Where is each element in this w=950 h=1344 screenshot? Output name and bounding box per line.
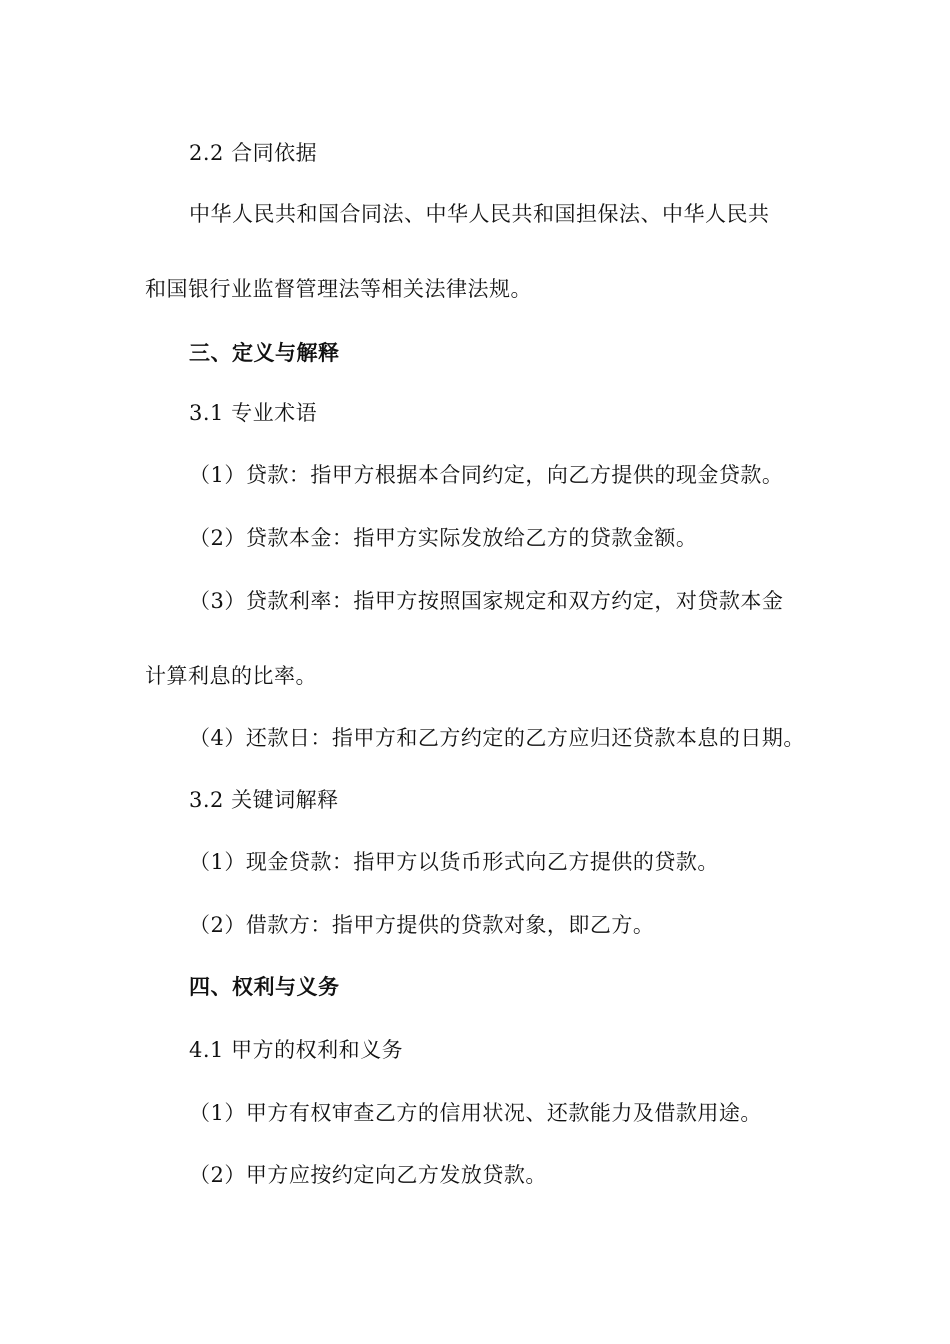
section-3-2-heading: 3.2 关键词解释 xyxy=(189,788,339,812)
section-4-1-heading: 4.1 甲方的权利和义务 xyxy=(189,1038,404,1062)
section-2-2-body-line-1: 中华人民共和国合同法、中华人民共和国担保法、中华人民共 xyxy=(189,202,770,226)
term-loan: （1）贷款：指甲方根据本合同约定，向乙方提供的现金贷款。 xyxy=(189,463,784,487)
section-3-heading: 三、定义与解释 xyxy=(189,341,340,365)
term-principal: （2）贷款本金：指甲方实际发放给乙方的贷款金额。 xyxy=(189,526,698,550)
party-a-right-review: （1）甲方有权审查乙方的信用状况、还款能力及借款用途。 xyxy=(189,1101,762,1125)
section-4-heading: 四、权利与义务 xyxy=(189,975,340,999)
section-2-2-body-line-2: 和国银行业监督管理法等相关法律法规。 xyxy=(145,277,532,301)
section-2-2-heading: 2.2 合同依据 xyxy=(189,141,318,165)
section-3-1-heading: 3.1 专业术语 xyxy=(189,401,318,425)
term-repayment-date: （4）还款日：指甲方和乙方约定的乙方应归还贷款本息的日期。 xyxy=(189,726,805,750)
term-interest-rate-line-2: 计算利息的比率。 xyxy=(145,664,317,688)
keyword-borrower: （2）借款方：指甲方提供的贷款对象，即乙方。 xyxy=(189,913,655,937)
party-a-duty-disburse: （2）甲方应按约定向乙方发放贷款。 xyxy=(189,1163,547,1187)
keyword-cash-loan: （1）现金贷款：指甲方以货币形式向乙方提供的贷款。 xyxy=(189,850,719,874)
term-interest-rate-line-1: （3）贷款利率：指甲方按照国家规定和双方约定，对贷款本金 xyxy=(189,589,784,613)
